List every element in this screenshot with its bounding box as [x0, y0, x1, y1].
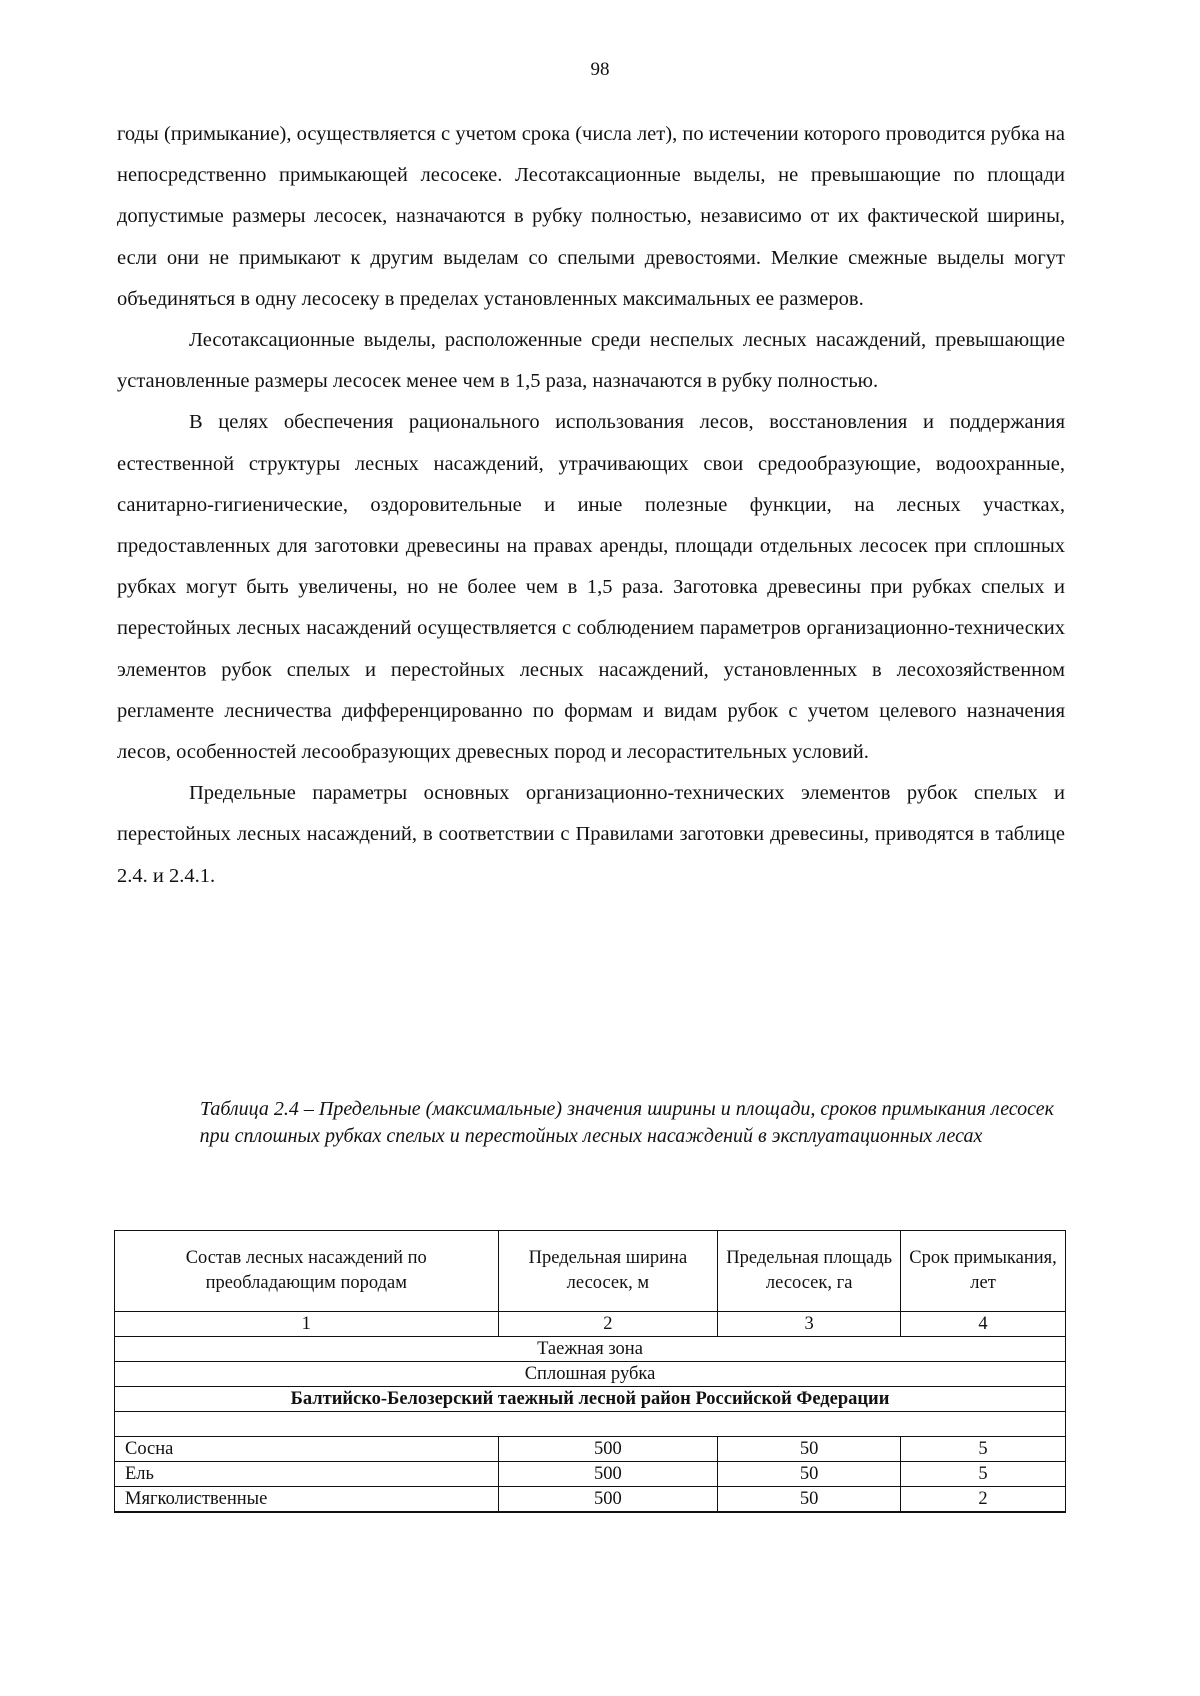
width-cell: 500	[498, 1487, 718, 1513]
term-cell: 5	[901, 1437, 1066, 1462]
table-row	[115, 1462, 1066, 1487]
body-text	[117, 114, 1065, 897]
column-number: 3	[718, 1312, 901, 1337]
empty-row	[115, 1412, 1066, 1437]
header-species: Состав лесных насаждений по преобладающим породам	[115, 1231, 499, 1312]
species-cell: Ель	[115, 1462, 499, 1487]
zone-label: Таежная зона	[115, 1337, 1066, 1362]
paragraph: Предельные параметры основных организационно-технических элементов рубок спелых и перестойных лесных насаждений, в соответствии с Правилами заготовки древесины, приводятся в таблице 2.4. и 2.4.1.	[117, 782, 1065, 887]
felling-type-label: Сплошная рубка	[115, 1362, 1066, 1387]
paragraph: Лесотаксационные выделы, расположенные среди неспелых лесных насаждений, превышающие установленные размеры лесосек менее чем в 1,5 раза, назначаются в рубку полностью.	[117, 329, 1065, 393]
empty-cell	[115, 1412, 1066, 1437]
zone-row	[115, 1337, 1066, 1362]
page-number: 98	[590, 59, 610, 80]
table-row	[115, 1487, 1066, 1513]
area-cell: 50	[718, 1437, 901, 1462]
region-row	[115, 1387, 1066, 1412]
species-cell: Мягколиственные	[115, 1487, 499, 1513]
table-caption	[117, 1096, 1065, 1150]
species-cell: Сосна	[115, 1437, 499, 1462]
term-cell: 2	[901, 1487, 1066, 1513]
area-cell: 50	[718, 1462, 901, 1487]
header-area: Предельная площадь лесосек, га	[718, 1231, 901, 1312]
table-row	[115, 1437, 1066, 1462]
paragraph: В целях обеспечения рационального использования лесов, восстановления и поддержания естественной структуры лесных насаждений, утрачивающих свои средообразующие, водоохранные, санитарно-гигиенические, оздоровительные и иные полезные функции, на лесных участках, предоставленных для заготовки древесины на правах аренды, площади отдельных лесосек при сплошных рубках могут быть увеличены, но не более чем в 1,5 раза. Заготовка древесины при рубках спелых и перестойных лесных насаждений осуществляется с соблюдением параметров организационно-технических элементов рубок спелых и перестойных лесных насаждений, установленных в лесохозяйственном регламенте лесничества дифференцированно по формам и видам рубок с учетом целевого назначения лесов, особенностей лесообразующих древесных пород и лесорастительных условий.	[117, 411, 1065, 764]
felling-type-row	[115, 1362, 1066, 1387]
column-number: 1	[115, 1312, 499, 1337]
header-width: Предельная ширина лесосек, м	[498, 1231, 718, 1312]
column-number-row	[115, 1312, 1066, 1337]
area-cell: 50	[718, 1487, 901, 1513]
header-term: Срок примыкания, лет	[901, 1231, 1066, 1312]
limits-table	[114, 1230, 1066, 1513]
table-caption-text: Таблица 2.4 – Предельные (максимальные) значения ширины и площади, сроков примыкания лесосек при сплошных рубках спелых и перестойных лесных насаждений в эксплуатационных лесах	[199, 1098, 1055, 1147]
paragraph: годы (примыкание), осуществляется с учетом срока (числа лет), по истечении которого проводится рубка на непосредственно примыкающей лесосеке. Лесотаксационные выделы, не превышающие по площади допустимые размеры лесосек, назначаются в рубку полностью, независимо от их фактической ширины, если они не примыкают к другим выделам со спелыми древостоями. Мелкие смежные выделы могут объединяться в одну лесосеку в пределах установленных максимальных ее размеров.	[117, 123, 1065, 310]
width-cell: 500	[498, 1462, 718, 1487]
column-number: 4	[901, 1312, 1066, 1337]
width-cell: 500	[498, 1437, 718, 1462]
table-header-row	[115, 1231, 1066, 1312]
term-cell: 5	[901, 1462, 1066, 1487]
region-label: Балтийско-Белозерский таежный лесной район Российской Федерации	[115, 1387, 1066, 1412]
column-number: 2	[498, 1312, 718, 1337]
